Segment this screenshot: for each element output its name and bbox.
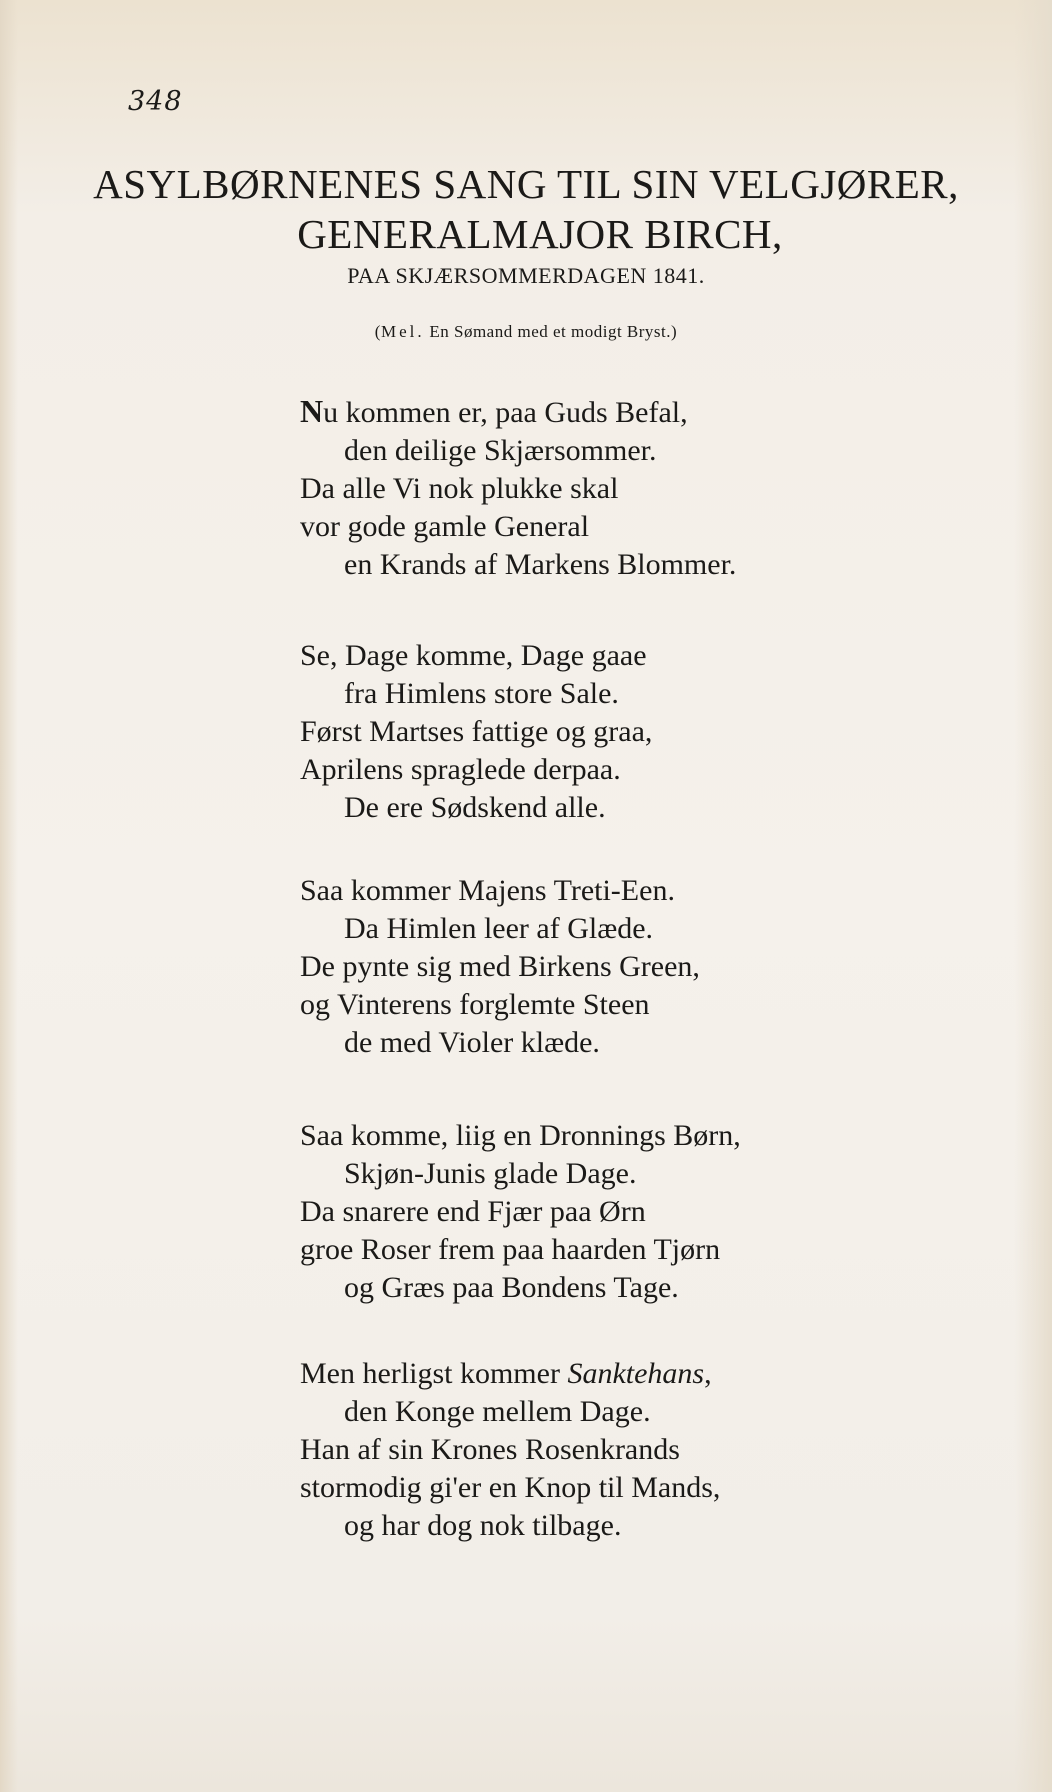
verse-text: u kommen er, paa Guds Befal, [323, 396, 688, 429]
verse-line: Saa komme, liig en Dronnings Børn, [300, 1119, 741, 1152]
title-line-1: ASYLBØRNENES SANG TIL SIN VELGJØRER, [93, 161, 959, 207]
verse-line: de med Violer klæde. [344, 1026, 600, 1059]
verse-line: Saa kommer Majens Treti-Een. [300, 874, 675, 907]
verse-line: stormodig gi'er en Knop til Mands, [300, 1471, 721, 1504]
page-number: 348 [128, 86, 183, 117]
verse-line: Skjøn-Junis glade Dage. [344, 1157, 637, 1190]
title-line-2: GENERALMAJOR BIRCH, [297, 211, 783, 257]
verse-line: Da alle Vi nok plukke skal [300, 472, 619, 505]
verse-line: fra Himlens store Sale. [344, 677, 619, 710]
verse-line: Han af sin Krones Rosenkrands [300, 1433, 680, 1466]
melody-note-open: ( [374, 322, 381, 341]
verse-text-italic: Sanktehans [567, 1357, 705, 1390]
verse-line: Først Martses fattige og graa, [300, 715, 653, 748]
verse-line: groe Roser frem paa haarden Tjørn [300, 1233, 721, 1266]
verse-text: , [704, 1357, 712, 1390]
stanza-2 [300, 637, 1000, 827]
melody-note [0, 322, 1052, 342]
stanza-5 [300, 1355, 1000, 1545]
verse-line: Da Himlen leer af Glæde. [344, 912, 654, 945]
stanza-3 [300, 872, 1000, 1062]
subtitle: PAA SKJÆRSOMMERDAGEN 1841. [347, 263, 705, 288]
melody-note-label: Mel. [380, 322, 425, 341]
verse-line: en Krands af Markens Blommer. [344, 548, 737, 581]
drop-cap: N [300, 393, 324, 429]
verse-line [300, 1355, 1000, 1393]
verse-line: og Vinterens forglemte Steen [300, 988, 650, 1021]
verse-line: De pynte sig med Birkens Green, [300, 950, 700, 983]
verse-line: Aprilens spraglede derpaa. [300, 753, 621, 786]
verse-line: Se, Dage komme, Dage gaae [300, 639, 647, 672]
verse-line: De ere Sødskend alle. [344, 791, 606, 824]
stanza-4 [300, 1117, 1000, 1307]
verse-line: og har dog nok tilbage. [344, 1509, 622, 1542]
melody-note-text: En Sømand med et modigt Bryst.) [424, 322, 678, 341]
verse-line: den Konge mellem Dage. [344, 1395, 651, 1428]
stanza-1 [300, 392, 1000, 584]
verse-line: og Græs paa Bondens Tage. [344, 1271, 679, 1304]
verse-line [300, 392, 1000, 432]
verse-text: Men herligst kommer [300, 1357, 568, 1390]
verse-line: vor gode gamle General [300, 510, 590, 543]
verse-line: Da snarere end Fjær paa Ørn [300, 1195, 646, 1228]
verse-line: den deilige Skjærsommer. [344, 434, 657, 467]
